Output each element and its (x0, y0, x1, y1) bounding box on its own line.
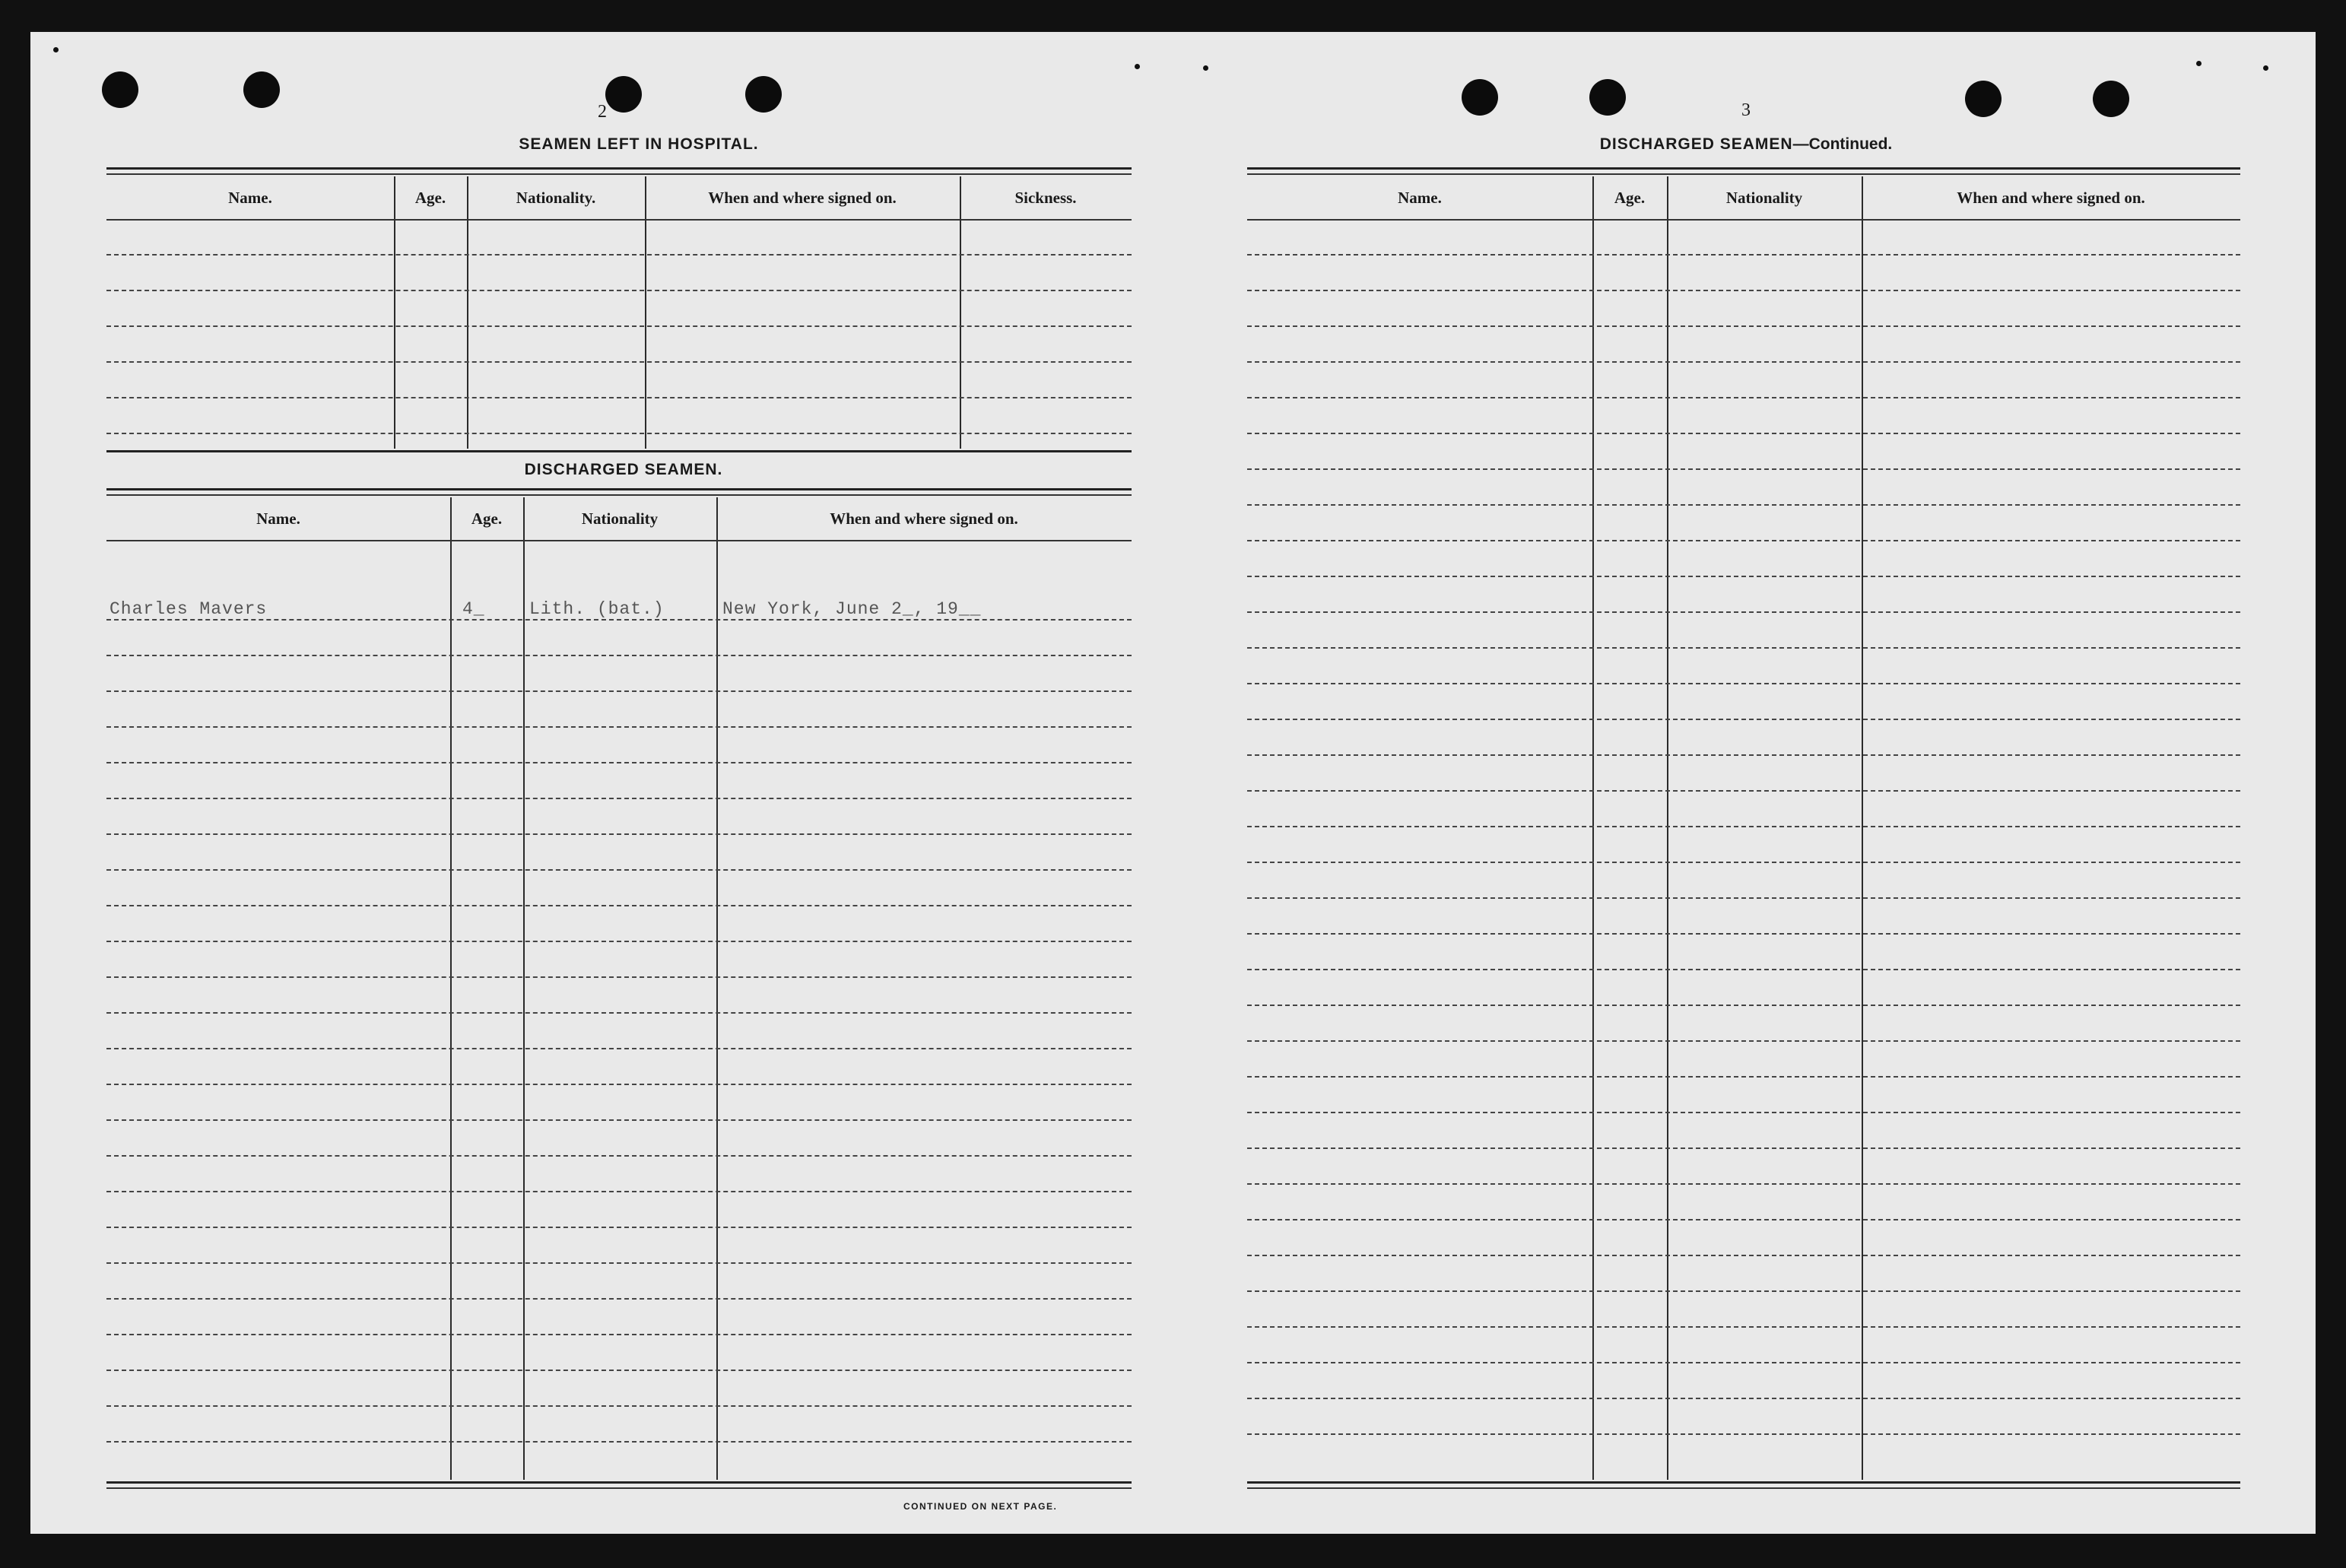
punch-hole (1965, 81, 2002, 117)
ruled-line (1247, 1112, 2240, 1113)
title-suffix: —Continued. (1792, 135, 1893, 153)
ruled-line (106, 905, 1132, 906)
title-text: DISCHARGED SEAMEN (1599, 135, 1793, 153)
ruled-line (1247, 1398, 2240, 1399)
ruled-line (1247, 647, 2240, 649)
column-header-name: Name. (256, 509, 300, 528)
ruled-line (1247, 862, 2240, 863)
ruled-line (106, 325, 1132, 327)
ruled-line (106, 1405, 1132, 1407)
ruled-line (106, 1298, 1132, 1300)
punch-hole (745, 76, 782, 113)
double-rule (1247, 1481, 2240, 1484)
discharged-table (106, 497, 1132, 1480)
ruled-line (1247, 468, 2240, 470)
ruled-line (1247, 1147, 2240, 1149)
ruled-line (1247, 576, 2240, 577)
header-underline (106, 219, 1132, 221)
column-header-signed-on: When and where signed on. (708, 189, 897, 207)
column-divider (1862, 176, 1863, 1480)
ruled-line (1247, 826, 2240, 827)
column-divider (960, 176, 961, 449)
ruled-line (106, 1119, 1132, 1121)
ruled-line (1247, 290, 2240, 291)
ledger-sheet (30, 32, 2316, 1534)
page-number-right: 3 (1741, 100, 1751, 120)
entry-age: 4_ (462, 599, 485, 619)
ruled-line (1247, 397, 2240, 398)
ruled-line (106, 833, 1132, 835)
header-underline (106, 540, 1132, 541)
column-header-name: Name. (1398, 189, 1442, 207)
column-divider (523, 497, 525, 1480)
ruled-line (106, 397, 1132, 398)
column-divider (1667, 176, 1668, 1480)
ruled-line (106, 1334, 1132, 1335)
column-header-nationality: Nationality (581, 509, 659, 528)
ruled-line (1247, 1076, 2240, 1078)
ruled-line (106, 619, 1132, 621)
punch-hole (1462, 79, 1498, 116)
ruled-line (106, 254, 1132, 256)
column-header-name: Name. (228, 189, 272, 207)
ruled-line (1247, 433, 2240, 434)
column-divider (467, 176, 468, 449)
ruled-line (106, 869, 1132, 871)
header-underline (1247, 219, 2240, 221)
double-rule (1247, 167, 2240, 170)
ruled-line (1247, 897, 2240, 899)
column-divider (450, 497, 452, 1480)
ruled-line (106, 290, 1132, 291)
column-divider (716, 497, 718, 1480)
column-header-age: Age. (471, 509, 503, 528)
ruled-line (106, 433, 1132, 434)
ruled-line (1247, 933, 2240, 935)
entry-name: Charles Mavers (110, 599, 268, 619)
hospital-table (106, 176, 1132, 449)
ruled-line (106, 361, 1132, 363)
ruled-line (1247, 254, 2240, 256)
ruled-line (1247, 969, 2240, 970)
column-divider (645, 176, 646, 449)
ruled-line (106, 1370, 1132, 1371)
ruled-line (1247, 361, 2240, 363)
ruled-line (1247, 1005, 2240, 1006)
punch-hole (102, 71, 138, 108)
ruled-line (106, 726, 1132, 728)
speck (1203, 65, 1208, 71)
double-rule (1247, 173, 2240, 175)
speck (1135, 64, 1140, 69)
column-divider (394, 176, 395, 449)
column-header-signed-on: When and where signed on. (830, 509, 1018, 528)
continued-note: CONTINUED ON NEXT PAGE. (903, 1501, 1058, 1512)
ruled-line (1247, 790, 2240, 792)
punch-hole (1589, 79, 1626, 116)
ruled-line (106, 1262, 1132, 1264)
column-header-age: Age. (1614, 189, 1646, 207)
entry-nationality: Lith. (bat.) (529, 599, 665, 619)
column-header-nationality: Nationality (1725, 189, 1803, 207)
ruled-line (106, 1012, 1132, 1014)
ruled-line (1247, 1255, 2240, 1256)
ruled-line (106, 798, 1132, 799)
ruled-line (106, 1084, 1132, 1085)
ruled-line (106, 690, 1132, 692)
ruled-line (1247, 1326, 2240, 1328)
ruled-line (106, 941, 1132, 942)
ruled-line (1247, 611, 2240, 613)
double-rule (106, 1481, 1132, 1484)
ruled-line (106, 1441, 1132, 1443)
ruled-line (1247, 754, 2240, 756)
discharged-continued-table (1247, 176, 2240, 1480)
double-rule (106, 488, 1132, 490)
double-rule (1247, 1487, 2240, 1489)
punch-hole (243, 71, 280, 108)
ruled-line (106, 1048, 1132, 1049)
double-rule (106, 173, 1132, 175)
ruled-line (1247, 1433, 2240, 1435)
ruled-line (106, 762, 1132, 763)
ruled-line (1247, 1040, 2240, 1042)
speck (2196, 61, 2202, 66)
column-header-sickness: Sickness. (1014, 189, 1077, 207)
ruled-line (106, 1227, 1132, 1228)
hospital-section-title: SEAMEN LEFT IN HOSPITAL. (519, 135, 759, 153)
column-divider (1592, 176, 1594, 1480)
column-header-signed-on: When and where signed on. (1957, 189, 2145, 207)
ruled-line (1247, 1290, 2240, 1292)
double-rule (106, 1487, 1132, 1489)
column-header-age: Age. (414, 189, 446, 207)
ruled-line (1247, 1219, 2240, 1220)
column-header-nationality: Nationality. (516, 189, 596, 207)
ruled-line (1247, 1362, 2240, 1363)
section-rule (106, 450, 1132, 452)
ruled-line (1247, 683, 2240, 684)
ruled-line (106, 976, 1132, 978)
page-number-left: 2 (598, 102, 607, 122)
ruled-line (106, 1191, 1132, 1192)
speck (53, 47, 59, 52)
double-rule (106, 167, 1132, 170)
ruled-line (1247, 325, 2240, 327)
discharged-section-title: DISCHARGED SEAMEN. (524, 461, 723, 478)
speck (2263, 65, 2268, 71)
ruled-line (1247, 1183, 2240, 1185)
discharged-continued-title (1503, 135, 1989, 154)
ruled-line (1247, 540, 2240, 541)
ruled-line (106, 1155, 1132, 1157)
entry-signed-on: New York, June 2_, 19__ (722, 599, 982, 619)
punch-hole (2093, 81, 2129, 117)
ruled-line (1247, 719, 2240, 720)
ruled-line (106, 655, 1132, 656)
double-rule (106, 494, 1132, 496)
ruled-line (1247, 504, 2240, 506)
